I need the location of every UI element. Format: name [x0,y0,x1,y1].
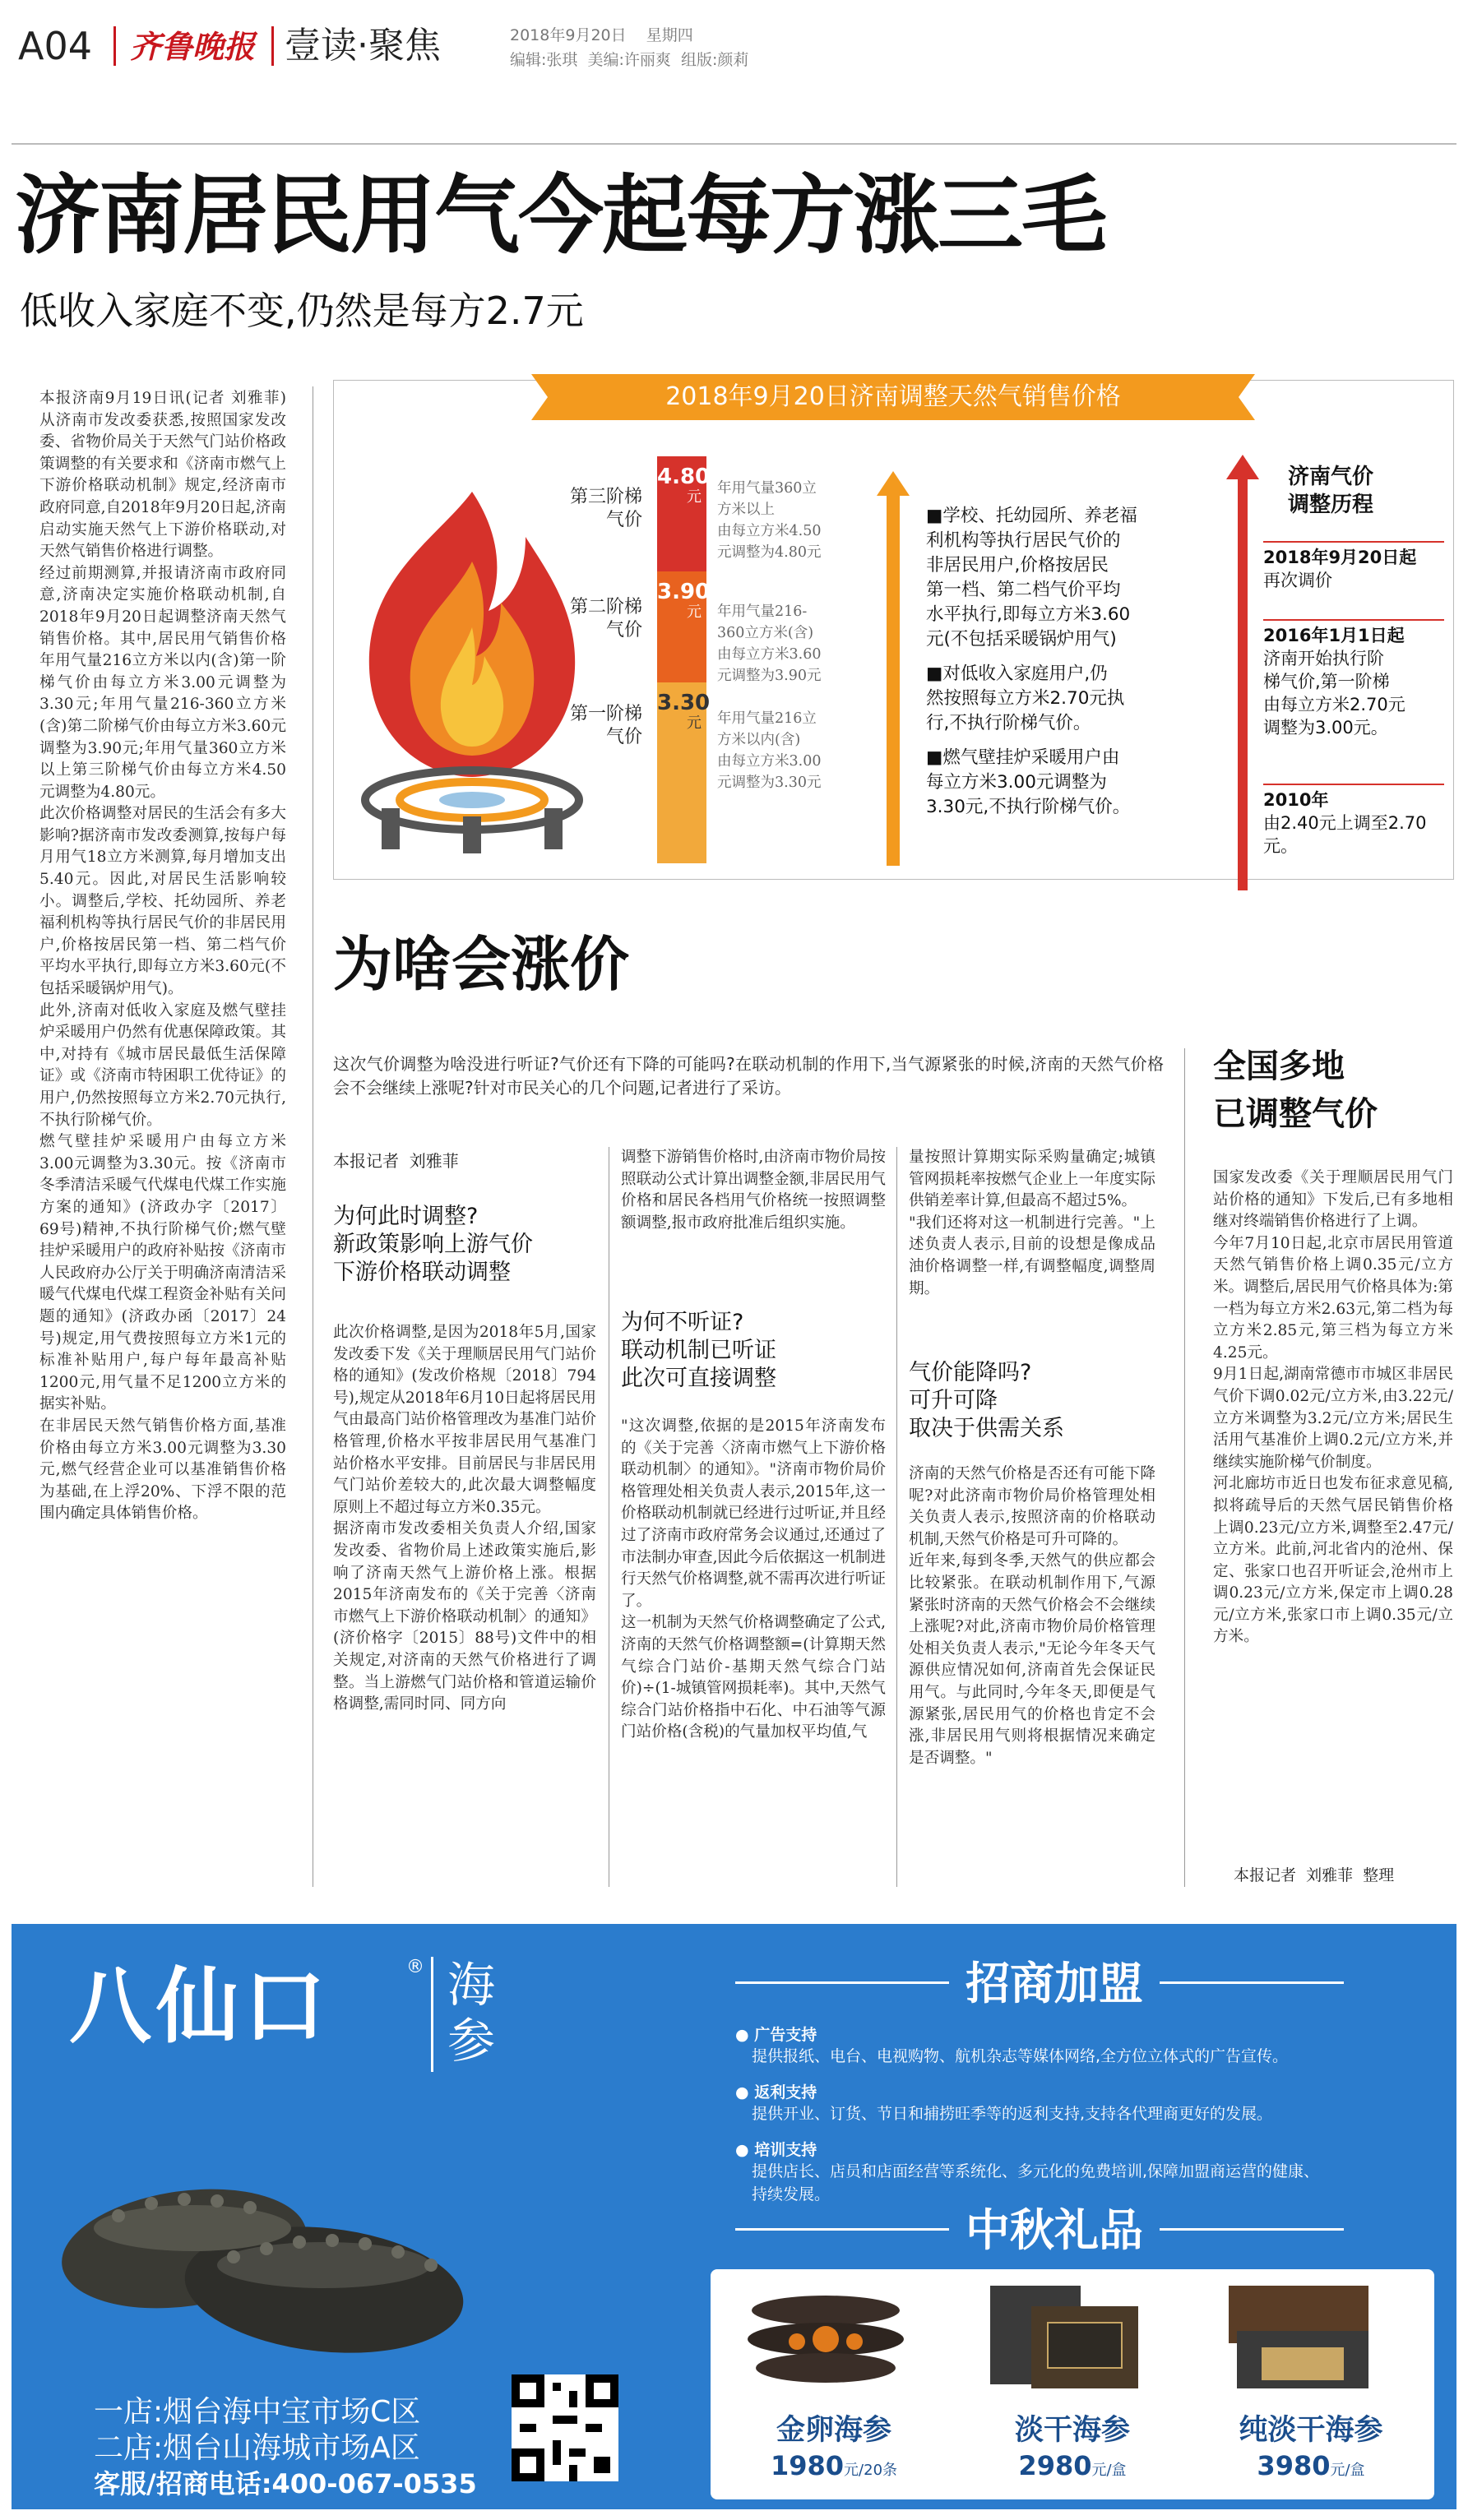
tier-note-3: 年用气量360立 方米以上 由每立方米4.50 元调整为4.80元 [717,480,822,561]
credits: 编辑:张琪 美编:许丽爽 组版:颜莉 [510,51,749,69]
main-headline: 济南居民用气今起每方涨三毛 [15,165,1106,266]
tier-bar-1: 3.30 元 [657,682,706,863]
history-title: 济南气价 调整历程 [1288,465,1374,517]
ad-brand: 八仙口 [69,1958,331,2055]
feature-col1: 此次价格调整,是因为2018年5月,国家发改委下发《关于理顺居民用气门站价格的通知》(发改价格规〔2018〕794号),规定从2018年6月10日起将居民用气由最高门站价格管理改为基准门站价格管理,价格水平按非居民用气基准门站价格水平安排。目前居民与非居民用气门站价差较大的,此次最大调整幅度原则上不超过每立方米0.35元。 据济南市发改委相关负责人介绍,国家发改委、省物价局上述政策实施后,影响了济南天然气上游价格上涨。根据2015年济南发布的《关于完善〈济南市燃气上下游价格联动机制〉的通知》(济价格字〔2015〕88号)文件中的相关规定,对济南的天然气价格进行了调整。当上游燃气门站价格和管道运输价格调整,需同时同、同方向 [333,1324,596,1713]
policy-bullets [926,504,1173,820]
graphic-banner: 2018年9月20日济南调整天然气销售价格 [531,374,1255,420]
tier-note-2: 年用气量216- 360立方米(含) 由每立方米3.60 元调整为3.90元 [717,603,822,684]
feature-title: 为啥会涨价 [333,930,630,999]
bullet-item: ■学校、托幼园所、养老福 利机构等执行居民气价的 非居民用户,价格按居民 第一档、第二档气价平均 水平执行,即每立方米3.60 元(不包括采暖锅炉用气) [926,506,1137,650]
side-story-text: 国家发改委《关于理顺居民用气门站价格的通知》下发后,已有多地相继对终端销售价格进行了上调。 今年7月10日起,北京市居民用管道天然气销售价格上调0.35元/立方米。调整后,居民用气价格具体为:第一档为每立方米2.63元,第二档为每立方米2.85元,第三档为每立方米4.25元。 9月1日起,湖南常德市市城区非居民气价下调0.02元/立方米,由3.22元/立方米调整为3.2元/立方米;居民生活用气基准价上调0.2元/立方米,并继续实施阶梯气价制度。 河北廊坊市近日也发布征求意见稿,拟将疏导后的天然气居民销售价格上调0.23元/立方米,调整至2.47元/立方米。此前,河北省内的沧州、保定、张家口也召开听证会,沧州市上调0.23元/立方米,保定市上调0.28元/立方米,张家口市上调0.35元/立方米。 [1213,1169,1453,1646]
product-name: 金卵海参 [776,2413,891,2447]
ad-brand-sub: 海 参 [447,1957,496,2069]
tier-label-1: 第一阶梯 气价 [569,704,642,747]
side-story-title: 全国多地 已调整气价 [1213,1047,1378,1133]
gift-title: 中秋礼品 [949,2203,1160,2256]
ad-brand-mark: ® [406,1957,424,1977]
masthead [0,0,1468,78]
lead-paragraph: 经过前期测算,并报请济南市政府同意,济南决定实施价格联动机制,自2018年9月20日起调整济南天然气销售价格。其中,居民用气销售价格年用气量216立方米以内(含)第一阶梯气价由每立方米3.00元调整为3.30元;年用气量216-360立方米(含)第二阶梯气价由每立方米3.60元调整为3.90元;年用气量360立方米以上第三阶梯气价由每立方米4.50元调整为4.80元。 [39,564,286,801]
contact-phone: 客服/招商电话:400-067-0535 [94,2468,477,2499]
feature-col2: "这次调整,依据的是2015年济南发布的《关于完善〈济南市燃气上下游价格联动机制〉的通知》。"济南市物价局价格管理处相关负责人表示,2015年,这一价格联动机制就已经进行过听证,并且经过了济南市政府常务会议通过,还通过了市法制办审查,因此今后依据这一机制进行天然气价格调整,就不需再次进行听证了。 这一机制为天然气价格调整确定了公式,济南的天然气价格调整额=(计算期天然气综合门站价-基期天然气综合门站价)÷(1-城镇管网损耗率)。其中,天然气综合门站价格指中石化、中石油等气源门站价格(含税)的气量加权平均值,气 [621,1417,887,1741]
feature-col3: 济南的天然气价格是否还有可能下降呢?对此济南市物价局价格管理处相关负责人表示,按照济南的价格联动机制,天然气价格是可升可降的。 近年来,每到冬季,天然气的供应都会比较紧张。在联动机制作用下,气源紧张时济南的天然气价格会不会继续上涨呢?对此,济南市物价局价格管理处相关负责人表示,"无论今年冬天气源供应情况如何,济南首先会保证民用气。与此同时,今年冬天,即便是气源紧张,居民用气的价格也肯定不会涨,非居民用气则将根据情况来确定是否调整。" [909,1465,1155,1767]
q1-heading: 为何此时调整? 新政策影响上游气价 下游价格联动调整 [333,1204,533,1285]
ad-item: ● 广告支持 提供报纸、电台、电视购物、航机杂志等媒体网络,全方位立体式的广告宣传。 [735,2023,1443,2068]
ad-item-title: ● 返利支持 [735,2083,817,2102]
feature-col3-top: 量按照计算期实际采购量确定;城镇管网损耗率按燃气企业上一年度实际供销差率计算,但最高不超过5%。 "我们还将对这一机制进行完善。"上述负责人表示,目前的设想是像成品油价格调整一样,有调整幅度,调整周期。 [909,1149,1155,1297]
lead-paragraph: 此外,济南对低收入家庭及燃气壁挂炉采暖用户仍然有优惠保障政策。其中,对持有《城市居民最低生活保障证》或《济南市特困职工优待证》的用户,仍然按照每立方米2.70元执行,不执行阶梯气价。 [39,1001,286,1129]
ad-item-title: ● 培训支持 [735,2141,817,2159]
feature-byline: 本报记者 刘雅菲 [333,1151,459,1171]
tier-label-3: 第三阶梯 气价 [569,487,642,530]
lead-column [39,388,286,1525]
up-arrow-icon [877,471,910,866]
gift-box-image [982,2282,1146,2397]
history-arrow-icon [1226,455,1259,890]
feature-col2-top: 调整下游销售价格时,由济南市物价局按照联动公式计算出调整金额,非居民用气价格和居民各档用气价格统一按照调整额调整,报市政府批准后组织实施。 [621,1149,887,1232]
ad-item: ● 返利支持 提供开业、订货、节日和捕捞旺季等的返利支持,支持各代理商更好的发展。 [735,2080,1443,2125]
flame-icon [349,488,595,858]
paper-logo: 齐鲁晚报 [130,28,256,65]
sub-headline: 低收入家庭不变,仍然是每方2.7元 [20,289,584,333]
issue-date: 2018年9月20日 星期四 [510,26,693,44]
qr-code-icon [512,2374,618,2481]
tier-bar-2: 3.90 元 [657,571,706,682]
lead-paragraph: 燃气壁挂炉采暖用户由每立方米3.00元调整为3.30元。按《济南市冬季清洁采暖气代煤电代煤工作实施方案的通知》(济政办字〔2017〕69号)精神,不执行阶梯气价;燃气壁挂炉采暖用户的政府补贴按《济南市人民政府办公厅关于明确济南清洁采暖气代煤电代煤工程资金补贴有关问题的通知》(济政办函〔2017〕24号)规定,用气费按照每立方米1元的标准补贴用户,每户每年最高补贴1200元,用气量不足1200立方米的据实补贴。 [39,1133,286,1413]
product-price: 1980元/20条 [770,2450,898,2481]
product-name: 纯淡干海参 [1239,2413,1383,2447]
tier-label-2: 第二阶梯 气价 [569,597,642,640]
sea-cucumber-image [53,2150,480,2380]
q3-heading: 气价能降吗? 可升可降 取决于供需关系 [909,1360,1064,1441]
side-story-signoff: 本报记者 刘雅菲 整理 [1234,1866,1395,1884]
product-name: 淡干海参 [1014,2413,1130,2447]
column-divider [896,1147,897,1887]
gift-box-image [1220,2282,1385,2397]
lead-paragraph: 此次价格调整对居民的生活会有多大影响?据济南市发改委测算,按每户每月用气18立方米测算,每月增加支出5.40元。因此,对居民生活影响较小。调整后,学校、托幼园所、养老福利机构等执行居民气价的非居民用户,价格按居民第一档、第二档气价平均水平执行,即每立方米3.60元(不包括采暖锅炉用气)。 [39,805,286,998]
product-price: 3980元/盒 [1257,2450,1365,2481]
q2-heading: 为何不听证? 联动机制已听证 此次可直接调整 [621,1310,776,1391]
store-2: 二店:烟台山海城市场A区 [94,2431,420,2465]
lead-paragraph: 在非居民天然气销售价格方面,基准价格由每立方米3.00元调整为3.30元,燃气经营企业可以基准销售价格为基础,在上浮20%、下浮不限的范围内确定具体销售价格。 [39,1417,286,1523]
feature-intro: 这次气价调整为啥没进行听证?气价还有下降的可能吗?在联动机制的作用下,当气源紧张的时候,济南的天然气价格会不会继续上涨呢?针对市民关心的几个问题,记者进行了采访。 [333,1054,1164,1098]
ad-item: ● 培训支持 提供店长、店员和店面经营等系统化、多元化的免费培训,保障加盟商运营的健康、 持续发展。 [735,2138,1443,2206]
product-panel [711,2269,1434,2499]
sea-cucumber-product-image [735,2286,916,2393]
recruit-title: 招商加盟 [949,1957,1160,2009]
bullet-item: ■燃气壁挂炉采暖用户由 每立方米3.00元调整为 3.30元,不执行阶梯气价。 [926,747,1131,817]
column-divider [1184,1048,1185,1887]
bullet-item: ■对低收入家庭用户,仍 然按照每立方米2.70元执 行,不执行阶梯气价。 [926,664,1125,733]
section-title: 壹读·聚焦 [285,25,441,67]
history-entry: 2010年 由2.40元上调至2.70 元。 [1263,784,1444,858]
history-entry: 2016年1月1日起 济南开始执行阶 梯气价,第一阶梯 由每立方米2.70元 调整为3.00元。 [1263,619,1444,739]
masthead-rule [12,143,1456,145]
store-1: 一店:烟台海中宝市场C区 [94,2395,421,2429]
product-price: 2980元/盒 [1018,2450,1127,2481]
page-number: A04 [18,24,93,68]
history-entry: 2018年9月20日起 再次调价 [1263,541,1444,592]
advertisement [12,1924,1456,2509]
price-graphic [333,380,1454,880]
ad-item-title: ● 广告支持 [735,2026,817,2044]
tier-note-1: 年用气量216立 方米以内(含) 由每立方米3.00 元调整为3.30元 [717,710,822,791]
lead-paragraph: 本报济南9月19日讯(记者 刘雅菲) 从济南市发改委获悉,按照国家发改委、省物价局关于天然气门站价格政策调整的有关要求和《济南市燃气上下游价格联动机制》规定,经济南市政府同意,自2018年9月20日起,济南启动实施天然气上下游价格联动,对天然气销售价格进行调整。 [39,390,286,561]
tier-bar-3: 4.80 元 [657,456,706,571]
